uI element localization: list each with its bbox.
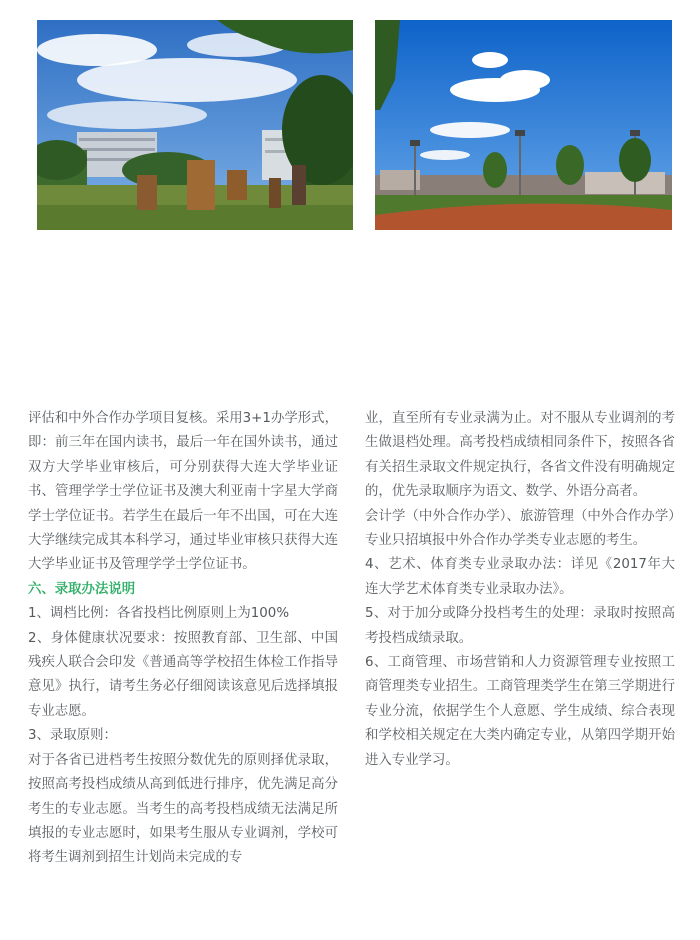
stone-garden-image xyxy=(37,20,353,230)
section-heading-admission: 六、录取办法说明 xyxy=(28,581,136,597)
admission-item-1: 1、调档比例：各省投档比例原则上为100% xyxy=(28,606,290,622)
right-paragraph-1: 业，直至所有专业录满为止。对不服从专业调剂的考生做退档处理。高考投档成绩相同条件下，按照各省有关招生录取文件规定执行，各省文件没有明确规定的，优先录取顺序为语文、数学、外语分高者。 xyxy=(365,411,675,500)
admission-item-4: 4、艺术、体育类专业录取办法：详见《2017年大连大学艺术体育类专业录取办法》。 xyxy=(365,557,675,597)
admission-item-2: 2、身体健康状况要求：按照教育部、卫生部、中国残疾人联合会印发《普通高等学校招生体检工作指导意见》执行，请考生务必仔细阅读该意见后选择填报专业志愿。 xyxy=(28,630,338,719)
left-text-column xyxy=(28,407,338,871)
campus-stone-garden-photo xyxy=(37,20,353,230)
left-paragraph-1: 评估和中外合作办学项目复核。采用3+1办学形式，即：前三年在国内读书，最后一年在国外读书，通过双方大学毕业审核后，可分别获得大连大学毕业证书、管理学学士学位证书及澳大利亚南十字星大学商学士学位证书。若学生在最后一年不出国，可在大连大学继续完成其本科学习，通过毕业审核只获得大连大学毕业证书及管理学学士学位证书。 xyxy=(28,411,338,573)
admission-item-3-body: 对于各省已进档考生按照分数优先的原则择优录取，按照高考投档成绩从高到低进行排序，优先满足高分考生的专业志愿。当考生的高考投档成绩无法满足所填报的专业志愿时，如果考生服从专业调剂，学校可将考生调剂到招生计划尚未完成的专 xyxy=(28,752,338,866)
right-paragraph-2: 会计学（中外合作办学）、旅游管理（中外合作办学）专业只招填报中外合作办学类专业志愿的考生。 xyxy=(365,508,675,549)
right-text-column xyxy=(365,407,675,773)
admission-item-5: 5、对于加分或降分投档考生的处理：录取时按照高考投档成绩录取。 xyxy=(365,606,675,646)
sports-field-image xyxy=(375,20,672,230)
admission-item-6: 6、工商管理、市场营销和人力资源管理专业按照工商管理类专业招生。工商管理类学生在第三学期进行专业分流，依据学生个人意愿、学生成绩、综合表现和学校相关规定在大类内确定专业，从第四学期开始进入专业学习。 xyxy=(365,655,675,768)
admission-item-3-title: 3、录取原则： xyxy=(28,728,117,744)
campus-sports-field-photo xyxy=(375,20,672,230)
